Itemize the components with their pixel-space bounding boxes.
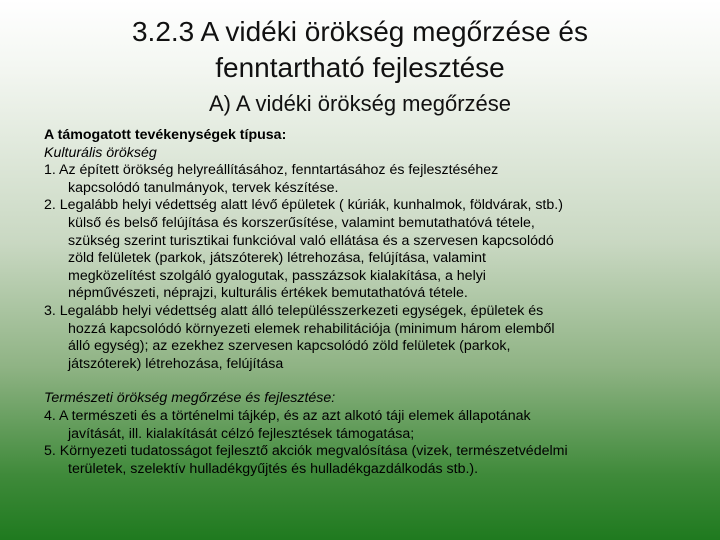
list-item-5-line: területek, szelektív hulladékgyűjtés és hulladékgazdálkodás stb.). [68,460,479,477]
list-item-2-line: népművészeti, néprajzi, kulturális értékek bemutathatóvá tétele. [68,285,468,302]
list-item-3 [44,303,714,373]
list-item-5 [44,443,714,478]
slide-body [44,127,714,478]
section-natural-heritage-title: Természeti örökség megőrzése és fejlesztése: [44,390,336,407]
list-item-5-line: 5. Környezeti tudatosságot fejlesztő akciók megvalósítása (vizek, természetvédelmi [44,443,568,460]
list-item-4-line: 4. A természeti és a történelmi tájkép, és az azt alkotó táji elemek állapotának [44,407,531,424]
list-item-1 [44,162,714,197]
list-item-4 [44,408,714,443]
list-item-3-line: 3. Legalább helyi védettség alatt álló településszerkezeti egységek, épületek és [44,302,544,319]
list-item-2-line: külső és belső felújítása és korszerűsítése, valamint bemutathatóvá tétele, [68,214,535,231]
spacer [44,373,714,390]
slide-title-line-2: fenntartható fejlesztése [215,52,505,83]
supported-activities-heading: A támogatott tevékenységek típusa: [44,127,287,143]
list-item-3-line: hozzá kapcsolódó környezeti elemek rehabilitációja (minimum három elemből [68,320,555,337]
slide-title-line-1: 3.2.3 A vidéki örökség megőrzése és [131,16,589,47]
list-item-2-line: megközelítést szolgáló gyalogutak, passzázsok kialakítása, a helyi [68,267,486,284]
list-item-2-line: 2. Legalább helyi védettség alatt lévő épületek ( kúriák, kunhalmok, földvárak, stb.) [44,197,563,214]
list-item-2-line: szükség szerint turisztikai funkcióval való ellátása és a szervesen kapcsolódó [68,232,554,249]
list-item-2-line: zöld felületek (parkok, játszóterek) létrehozása, felújítása, valamint [68,250,486,267]
slide-title [0,14,720,86]
list-item-4-line: javítását, ill. kialakítását célzó fejlesztések támogatása; [68,425,415,442]
list-item-1-line: 1. Az épített örökség helyreállításához, fenntartásához és fejlesztéséhez [44,162,499,179]
list-item-2 [44,197,714,303]
list-item-3-line: játszóterek) létrehozása, felújítása [68,355,284,372]
list-item-1-line: kapcsolódó tanulmányok, tervek készítése. [68,179,339,196]
list-item-3-line: álló egység); az ezekhez szervesen kapcsolódó zöld felületek (parkok, [68,338,511,355]
section-cultural-heritage-title: Kulturális örökség [44,144,157,161]
slide-subtitle: A) A vidéki örökség megőrzése [208,91,512,116]
